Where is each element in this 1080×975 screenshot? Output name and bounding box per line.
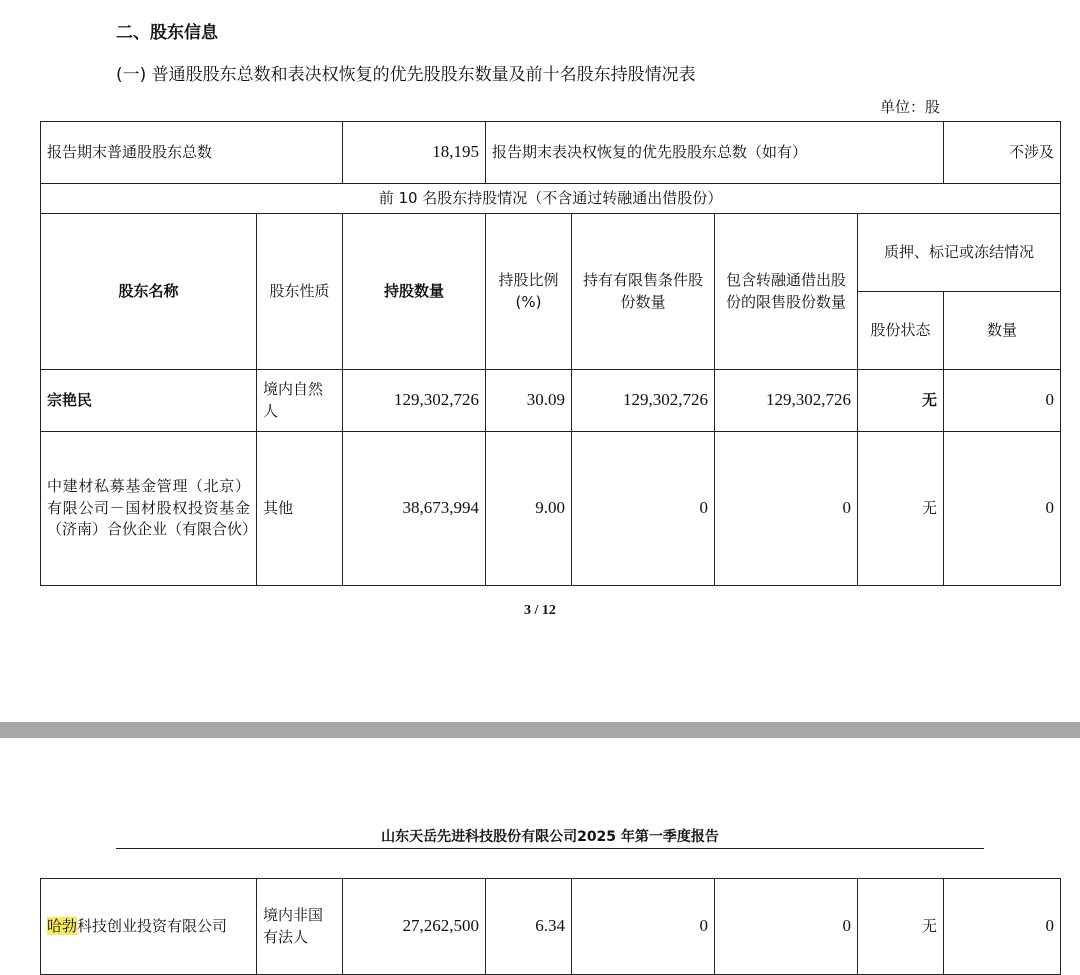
search-highlight: 哈勃 [47, 916, 78, 935]
preferred-holders-label: 报告期末表决权恢复的优先股股东总数（如有） [486, 122, 944, 184]
table-subtitle: (一) 普通股股东总数和表决权恢复的优先股股东数量及前十名股东持股情况表 [116, 65, 696, 85]
holder-shares: 38,673,994 [343, 432, 486, 586]
shareholders-table [40, 121, 1061, 586]
table-row [41, 370, 1061, 432]
holder-nature: 境内非国有法人 [257, 879, 343, 975]
holder-lent: 0 [715, 879, 858, 975]
header-pledge-status: 股份状态 [858, 292, 944, 370]
holder-status: 无 [858, 432, 944, 586]
holder-lent: 129,302,726 [715, 370, 858, 432]
unit-label: 单位：股 [880, 98, 941, 116]
header-name: 股东名称 [41, 214, 257, 370]
holder-ratio: 9.00 [486, 432, 572, 586]
holder-restricted: 129,302,726 [572, 370, 715, 432]
caption-row [41, 184, 1061, 214]
holder-restricted: 0 [572, 432, 715, 586]
top10-caption: 前 10 名股东持股情况（不含通过转融通出借股份） [41, 184, 1061, 214]
holder-ratio: 30.09 [486, 370, 572, 432]
holder-ratio: 6.34 [486, 879, 572, 975]
holder-nature: 其他 [257, 432, 343, 586]
page-separator [0, 722, 1080, 738]
preferred-holders-value: 不涉及 [944, 122, 1061, 184]
report-header-rule [116, 848, 984, 849]
holder-qty: 0 [944, 879, 1061, 975]
table-row [41, 879, 1061, 975]
holder-shares: 129,302,726 [343, 370, 486, 432]
holder-restricted: 0 [572, 879, 715, 975]
summary-row [41, 122, 1061, 184]
section-title: 二、股东信息 [116, 23, 218, 43]
common-holders-label: 报告期末普通股股东总数 [41, 122, 343, 184]
holder-name: 宗艳民 [41, 370, 257, 432]
header-shares: 持股数量 [343, 214, 486, 370]
holder-name [41, 879, 257, 975]
holder-qty: 0 [944, 370, 1061, 432]
table-row [41, 432, 1061, 586]
header-row-1 [41, 214, 1061, 292]
header-restricted: 持有有限售条件股份数量 [572, 214, 715, 370]
holder-status: 无 [858, 879, 944, 975]
holder-name: 中建材私募基金管理（北京）有限公司－国材股权投资基金（济南）合伙企业（有限合伙） [41, 432, 257, 586]
header-nature: 股东性质 [257, 214, 343, 370]
holder-qty: 0 [944, 432, 1061, 586]
holder-nature: 境内自然人 [257, 370, 343, 432]
header-ratio: 持股比例(%) [486, 214, 572, 370]
holder-shares: 27,262,500 [343, 879, 486, 975]
page-number: 3 / 12 [524, 603, 556, 618]
common-holders-value: 18,195 [343, 122, 486, 184]
holder-lent: 0 [715, 432, 858, 586]
header-pledge-group: 质押、标记或冻结情况 [858, 214, 1061, 292]
report-header-title: 山东天岳先进科技股份有限公司2025 年第一季度报告 [381, 829, 719, 845]
holder-name-rest: 科技创业投资有限公司 [77, 916, 228, 935]
header-pledge-qty: 数量 [944, 292, 1061, 370]
header-lent-restricted: 包含转融通借出股份的限售股份数量 [715, 214, 858, 370]
shareholders-table-continued [40, 878, 1061, 975]
holder-status: 无 [858, 370, 944, 432]
